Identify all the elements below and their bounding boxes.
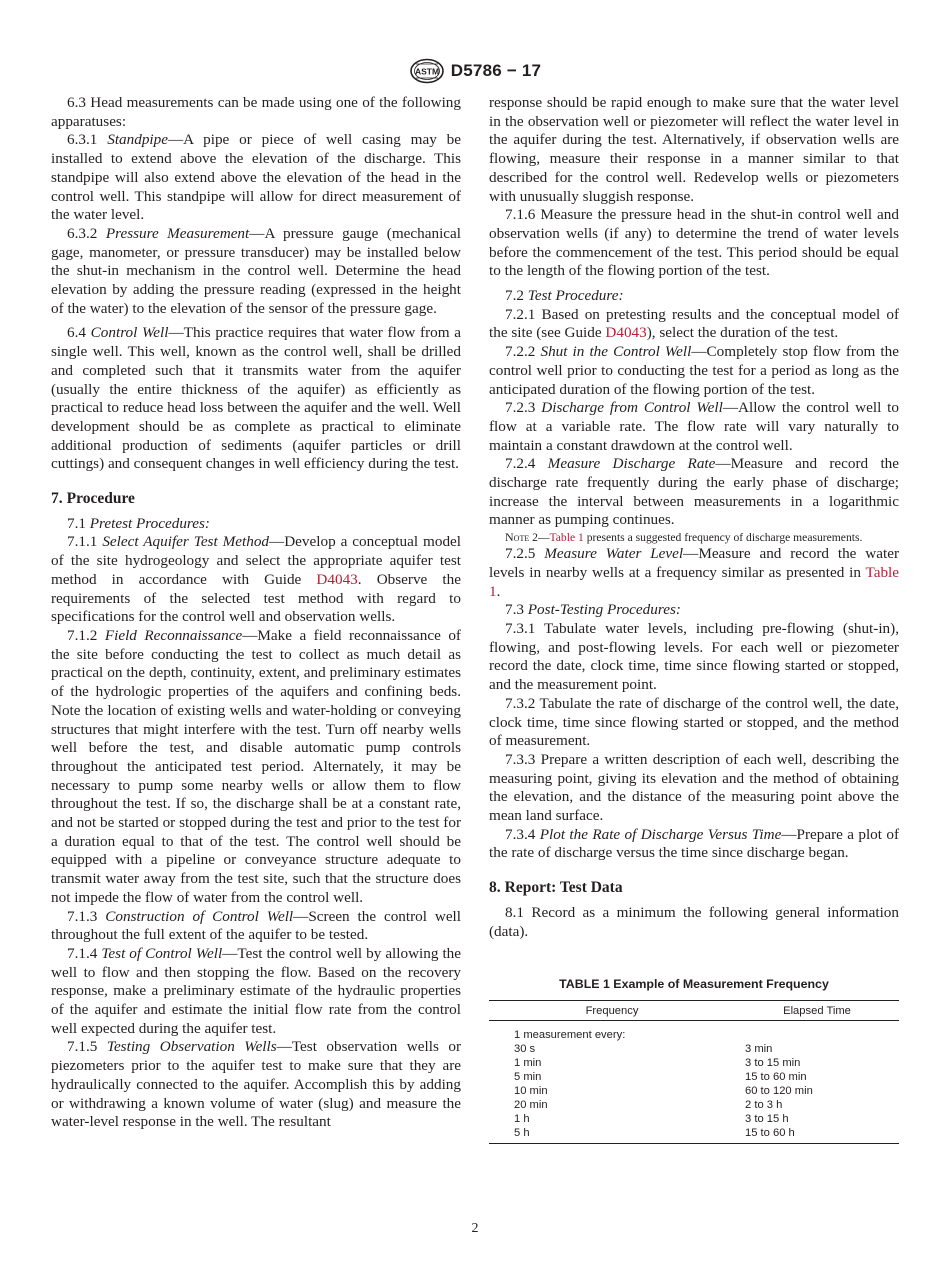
table-row	[489, 1084, 899, 1098]
paragraph-6-3-2: 6.3.2 Pressure Measurement—A pressure gauge (mechanical gage, manometer, or pressure transducer) may be installed below the shut-in mechanism in the control well. Determine the head elevation by adding the pressure reading (expressed in the height of the water) to the elevation of the sensor of the pressure gage.	[51, 224, 461, 317]
table-row	[489, 1042, 899, 1056]
note-2: Note 2—Table 1 presents a suggested frequency of discharge measurements.	[505, 530, 863, 545]
link-table-1[interactable]: Table 1	[489, 563, 899, 600]
section-heading-report: 8. Report: Test Data	[489, 879, 623, 897]
table-caption: TABLE 1 Example of Measurement Frequency	[559, 977, 829, 992]
paragraph-7-2-4: 7.2.4 Measure Discharge Rate—Measure and record the discharge rate frequently during the early phase of discharge; increase the interval between measurements in a logarithmic manner as pumping continues.	[489, 455, 899, 529]
table-cell	[735, 1020, 899, 1042]
table-row	[489, 1056, 899, 1070]
table-cell: 5 min	[514, 1070, 542, 1083]
table-cell: 15 to 60 min	[745, 1070, 807, 1083]
table-row	[489, 1112, 899, 1126]
paragraph-7-1-5: 7.1.5 Testing Observation Wells—Test observation wells or piezometers prior to the aquifer test to make sure that they are hydraulically connected to the aquifer. Accomplish this by adding or withdrawing a known volume of water (slug) and measure the water-level response in the well. The resultant	[51, 1038, 462, 1131]
table-cell: 3 min	[745, 1042, 773, 1055]
table-cell: 10 min	[514, 1084, 548, 1097]
paragraph-6-3: 6.3 Head measurements can be made using one of the following apparatuses:	[51, 94, 461, 130]
section-heading-procedure: 7. Procedure	[51, 490, 135, 508]
table-cell: 20 min	[514, 1098, 548, 1111]
table-cell: 3 to 15 h	[745, 1112, 789, 1125]
paragraph-7-3-3: 7.3.3 Prepare a written description of each well, describing the measuring point, giving its elevation and the method of obtaining the elevation, and the distance of the measuring point above the mean land surface.	[489, 750, 899, 825]
table-cell: 60 to 120 min	[745, 1084, 813, 1097]
link-d4043[interactable]: D4043	[316, 570, 358, 588]
table-row	[489, 1070, 899, 1084]
paragraph-7-2-3: 7.2.3 Discharge from Control Well—Allow the control well to flow at a variable rate. The flow rate will vary naturally to maintain a constant drawdown at the control well.	[489, 399, 899, 454]
table-cell: 15 to 60 h	[735, 1126, 899, 1144]
paragraph-7-1-5-continued: response should be rapid enough to make sure that the water level in the observation well or piezometer will reflect the water level in the aquifer during the test. Alternatively, if observation wells are flowing, measure their response in a manner similar to that described for the control well. Redevelop wells or piezometers with unusually sluggish response.	[489, 94, 899, 205]
paragraph-7-1-6: 7.1.6 Measure the pressure head in the shut-in control well and observation wells (if any) to determine the trend of water levels before the commencement of the test. This period should be equal to the length of the flowing portion of the test.	[489, 206, 899, 280]
link-table-1[interactable]: Table 1	[549, 531, 584, 545]
paragraph-7-3-2: 7.3.2 Tabulate the rate of discharge of the control well, the date, clock time, time since flowing started or stopped, and the method of measurement.	[489, 694, 899, 750]
astm-logo-icon	[409, 58, 445, 84]
paragraph-7-3-4: 7.3.4 Plot the Rate of Discharge Versus Time—Prepare a plot of the rate of discharge versus the time since discharge began.	[489, 825, 899, 862]
paragraph-7-2-2: 7.2.2 Shut in the Control Well—Completely stop flow from the control well prior to conducting the test for a period as long as the anticipated duration of the flowing portion of the test.	[489, 343, 899, 398]
table-header-elapsed-time: Elapsed Time	[735, 1000, 899, 1020]
table-cell: 1 measurement every:	[514, 1028, 626, 1041]
paragraph-7-1-1: 7.1.1 Select Aquifer Test Method—Develop a conceptual model of the site hydrogeology and select the appropriate aquifer test method in accordance with Guide D4043. Observe the requirements of the selected test method with regard to specifications for the control well and observation wells.	[51, 533, 461, 626]
table-cell: 1 min	[514, 1056, 542, 1069]
table-header-row	[489, 1000, 899, 1020]
table-row	[489, 1126, 899, 1144]
paragraph-7-2-1: 7.2.1 Based on pretesting results and the conceptual model of the site (see Guide D4043), select the duration of the test.	[489, 305, 899, 342]
table-header-frequency: Frequency	[489, 1000, 735, 1020]
paragraph-8-1: 8.1 Record as a minimum the following general information (data).	[489, 903, 899, 940]
right-column	[489, 94, 899, 1144]
paragraph-7-2: 7.2 Test Procedure:	[505, 287, 624, 305]
paragraph-7-3: 7.3 Post-Testing Procedures:	[505, 601, 681, 619]
page-number: 2	[471, 1221, 479, 1236]
paragraph-7-1-2: 7.1.2 Field Reconnaissance—Make a field reconnaissance of the site before conducting the test to collect as much detail as practical on the depth, continuity, extent, and preliminary estimates of the hydrologic properties of the aquifers and confining beds. Note the location of existing wells and water-holding or conveying structures that might interfere with the test. Turn off nearby wells well before the test, and disable automatic pump controls throughout the anticipated test period. Alternately, it may be necessary to pump some nearby wells or allow them to flow throughout the test. If so, the discharge shall be at a constant rate, and not be started or stopped during the test and prior to the test for a duration equal to that of the test. The control well should be equipped with a pipeline or conveyance structure adequate to transmit water away from the test site, such that the structure does not impede the flow of water from the control well.	[51, 626, 461, 906]
table-cell: 5 h	[489, 1126, 735, 1144]
table-cell: 1 h	[514, 1112, 530, 1125]
paragraph-7-1: 7.1 Pretest Procedures:	[67, 514, 210, 532]
table-cell: 30 s	[514, 1042, 536, 1055]
table-row	[489, 1098, 899, 1112]
table-cell: 2 to 3 h	[745, 1098, 783, 1111]
measurement-frequency-table	[489, 1000, 899, 1144]
table-row	[489, 1020, 899, 1042]
left-column	[51, 94, 461, 1132]
paragraph-6-3-1: 6.3.1 Standpipe—A pipe or piece of well casing may be installed to extend above the elevation of the discharge. This standpipe will also extend above the elevation of the head in the control well. This standpipe will allow for direct measurement of the water level.	[51, 131, 462, 224]
paragraph-7-1-3: 7.1.3 Construction of Control Well—Screen the control well throughout the full extent of the aquifer to be tested.	[51, 907, 461, 944]
table-cell: 3 to 15 min	[745, 1056, 801, 1069]
link-d4043[interactable]: D4043	[605, 324, 647, 342]
document-designation: D5786 − 17	[450, 61, 542, 80]
page-header	[0, 56, 950, 86]
paragraph-7-2-5: 7.2.5 Measure Water Level—Measure and record the water levels in nearby wells at a frequency similar as presented in Table 1.	[489, 545, 899, 600]
paragraph-6-4: 6.4 Control Well—This practice requires that water flow from a single well. This well, known as the control well, shall be drilled and completed such that it transmits water from the aquifer (usually the entire thickness of the aquifer) as efficiently as practical to reduce head loss between the aquifer and the well. Well development should be as complete as practical to eliminate additional production of sediments (aquifer particles or drill cuttings) and consequent changes in well efficiency during the test.	[51, 324, 461, 473]
svg-text:ASTM: ASTM	[414, 66, 439, 77]
paragraph-7-3-1: 7.3.1 Tabulate water levels, including pre-flowing (shut-in), flowing, and post-flowing levels. For each well or piezometer record the date, clock time, time since flowing started or stopped, and the measurement point.	[489, 619, 899, 694]
paragraph-7-1-4: 7.1.4 Test of Control Well—Test the control well by allowing the well to flow and then stopping the flow. Based on the recovery response, make a preliminary estimate of the hydraulic properties of the aquifer and estimate the initial flow rate from the control well expected during the aquifer test.	[51, 944, 462, 1037]
